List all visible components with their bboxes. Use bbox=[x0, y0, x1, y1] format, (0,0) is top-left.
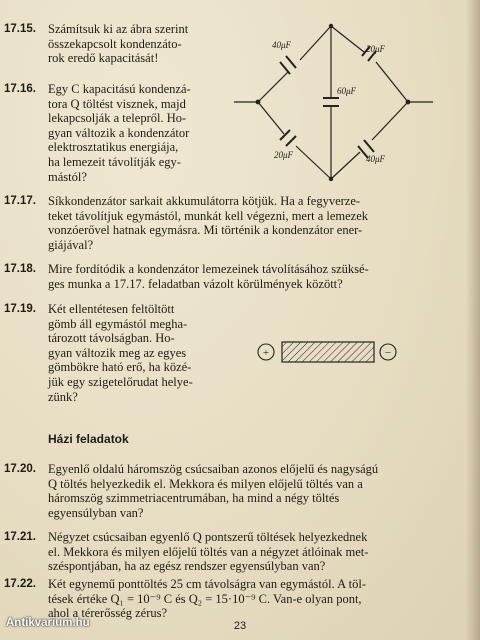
page-number: 23 bbox=[233, 620, 247, 632]
capacitor-plates bbox=[280, 46, 376, 158]
capacitor-circuit-diagram bbox=[228, 16, 438, 191]
problem-number: 17.15. bbox=[4, 23, 36, 35]
problem-number: 17.20. bbox=[4, 463, 36, 475]
problem-text: Mire fordítódik a kondenzátor lemezeinek távolításához szüksé- ges munka a 17.17. feladatban vázolt körülmények között? bbox=[48, 262, 369, 291]
problem-number: 17.21. bbox=[4, 531, 36, 543]
problem-text: Egyenlő oldalú háromszög csúcsaiban azonos előjelű és nagyságú Q töltés helyezkedik el. Mekkora és milyen előjelű töltés van a háromszög szimmetriacentrumában, ha mind a négy töltés egyensúlyban van? bbox=[48, 462, 379, 520]
capacitor-label: 20μF bbox=[366, 44, 386, 54]
problem-number: 17.18. bbox=[4, 263, 36, 275]
problem-number: 17.16. bbox=[4, 83, 36, 95]
problem-text: Számítsuk ki az ábra szerint összekapcsolt kondenzáto- rok eredő kapacitását! bbox=[48, 22, 189, 66]
svg-text:−: − bbox=[384, 347, 392, 359]
problem-text: Síkkondenzátor sarkait akkumulátorra kötjük. Ha a fegyverze- teket távolítjuk egymástól, munkát kell végezni, mert a lemezek vonzóerővel hatnak egymásra. Mi történik a kondenzátor ener- giájával? bbox=[48, 194, 369, 252]
problem-number: 17.22. bbox=[4, 578, 36, 590]
problem-text: Egy C kapacitású kondenzá- tora Q töltést visznek, majd lekapcsolják a telepről. Ho- gyan változik a kondenzátor elektrosztatikus energiája, ha lemezeit távolítják egy- mástól? bbox=[48, 82, 191, 184]
svg-text:+: + bbox=[262, 347, 270, 359]
capacitor-label: 60μF bbox=[337, 86, 357, 96]
problem-text: Két egynemű ponttöltés 25 cm távolságra van egymástól. A töl- tések értéke Q₁ = 10⁻⁹ C és Q₂ = 15·10⁻⁹ C. Van-e olyan pont, ahol a térerősség zérus? bbox=[48, 577, 366, 621]
capacitor-label: 40μF bbox=[272, 40, 292, 50]
problem-number: 17.19. bbox=[4, 303, 36, 315]
problem-number: 17.17. bbox=[4, 195, 36, 207]
node-dot bbox=[256, 100, 261, 105]
capacitor-label: 20μF bbox=[274, 150, 294, 160]
positive-sphere bbox=[258, 344, 274, 360]
problem-text: Négyzet csúcsaiban egyenlő Q pontszerű töltések helyezkednek el. Mekkora és milyen előjelű töltés van a négyzet átlóinak met- széspontjában, ha az egész rendszer egyensúlyban van? bbox=[48, 530, 369, 574]
charged-spheres-diagram bbox=[252, 334, 412, 370]
insulator-rod bbox=[282, 342, 374, 362]
section-title: Házi feladatok bbox=[48, 432, 129, 446]
node-dot bbox=[406, 100, 411, 105]
page-edge-shadow bbox=[466, 0, 480, 640]
problem-text: Két ellentétesen feltöltött gömb áll egymástól megha- tározott távolságban. Ho- gyan változik meg az egyes gömbökre ható erő, ha közé- jük egy szigetelőrudat helye- zünk? bbox=[48, 302, 193, 404]
node-dot bbox=[329, 24, 333, 28]
capacitor-label: 40μF bbox=[366, 154, 386, 164]
watermark-text: Antikvarium.hu bbox=[6, 617, 90, 629]
negative-sphere bbox=[380, 344, 396, 360]
node-dot bbox=[329, 177, 333, 181]
